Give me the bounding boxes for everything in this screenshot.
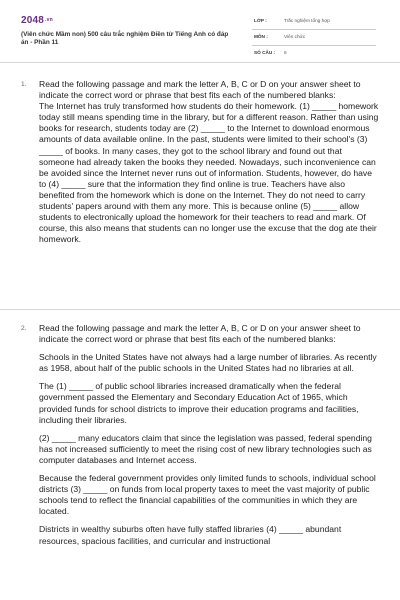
meta-key: SỐ CÂU : <box>254 50 276 55</box>
question-body <box>39 79 379 245</box>
logo-text: 2048 <box>21 15 45 26</box>
question-body <box>39 323 379 547</box>
question-divider <box>0 309 400 310</box>
page-header <box>0 0 400 62</box>
meta-row-count <box>252 46 376 61</box>
meta-value: Trắc nghiệm tổng hợp <box>284 18 330 23</box>
question-instruction: Read the following passage and mark the letter A, B, C or D on your answer sheet to indicate the correct word or phrase that best fits each of the numbered blanks: <box>39 79 361 101</box>
meta-value: 6 <box>284 50 287 55</box>
logo-suffix: .vn <box>45 17 53 24</box>
question-1 <box>21 79 379 245</box>
passage-paragraph: The (1) _____ of public school libraries increased dramatically when the federal government passed the Elementary and Secondary Education Act of 1965, which provided funds for school districts to improve their education programs and facilities, including their libraries. <box>39 381 359 425</box>
header-divider <box>0 62 400 63</box>
passage-paragraph: The Internet has truly transformed how students do their homework. (1) _____ homework today still means spending time in the library, but for a different reason. Rather than using books for research, students today are (2) _____ to the Internet to download enormous amounts of data available online. In the past, students were limited to their school's (3) _____ of books. In many cases, they got to the school library and found out that someone had already taken the books they needed. Nowadays, such inconvenience can be avoided since the Internet never runs out of information. Students, however, do have to (4) _____ sure that the information they find online is true. Teachers have also benefited from the homework which is done on the Internet. They do not need to carry students' papers around with them any more. This is because online (5) _____ allow students to electronically upload the homework for their teachers to read and mark. Of course, this also means that students can no longer use the excuse that the dog ate their homework. <box>39 101 379 245</box>
passage-paragraph: Schools in the United States have not always had a large number of libraries. As recently as 1958, about half of the public schools in the United States had no libraries at all. <box>39 352 377 374</box>
meta-table <box>252 14 376 61</box>
meta-row-subject <box>252 30 376 46</box>
meta-value: Viên chức <box>284 34 306 39</box>
site-logo[interactable] <box>21 15 53 26</box>
passage-paragraph: Because the federal government provides only limited funds to schools, individual school districts (3) _____ on funds from local property taxes to meet the vast majority of public schools tend to reflect the financial capabilities of the communities in which they are located. <box>39 473 376 517</box>
meta-key: LỚP : <box>254 18 267 23</box>
question-number: 1. <box>21 81 27 88</box>
passage-paragraph: Districts in wealthy suburbs often have fully staffed libraries (4) _____ abundant resources, spacious facilities, and curricular and instructional <box>39 524 342 546</box>
meta-key: MÔN : <box>254 34 268 39</box>
question-number: 2. <box>21 325 27 332</box>
passage-paragraph: (2) _____ many educators claim that since the legislation was passed, federal spending has not increased sufficiently to meet the rising cost of new library technologies such as computer databases and Internet access. <box>39 432 372 465</box>
question-instruction: Read the following passage and mark the letter A, B, C or D on your answer sheet to indicate the correct word or phrase that best fits each of the numbered blanks: <box>39 323 361 345</box>
document-title: (Viên chức Mầm non) 500 câu trắc nghiệm Điền từ Tiếng Anh có đáp án - Phần 11 <box>21 31 229 46</box>
meta-row-class <box>252 14 376 30</box>
question-2 <box>21 323 379 547</box>
